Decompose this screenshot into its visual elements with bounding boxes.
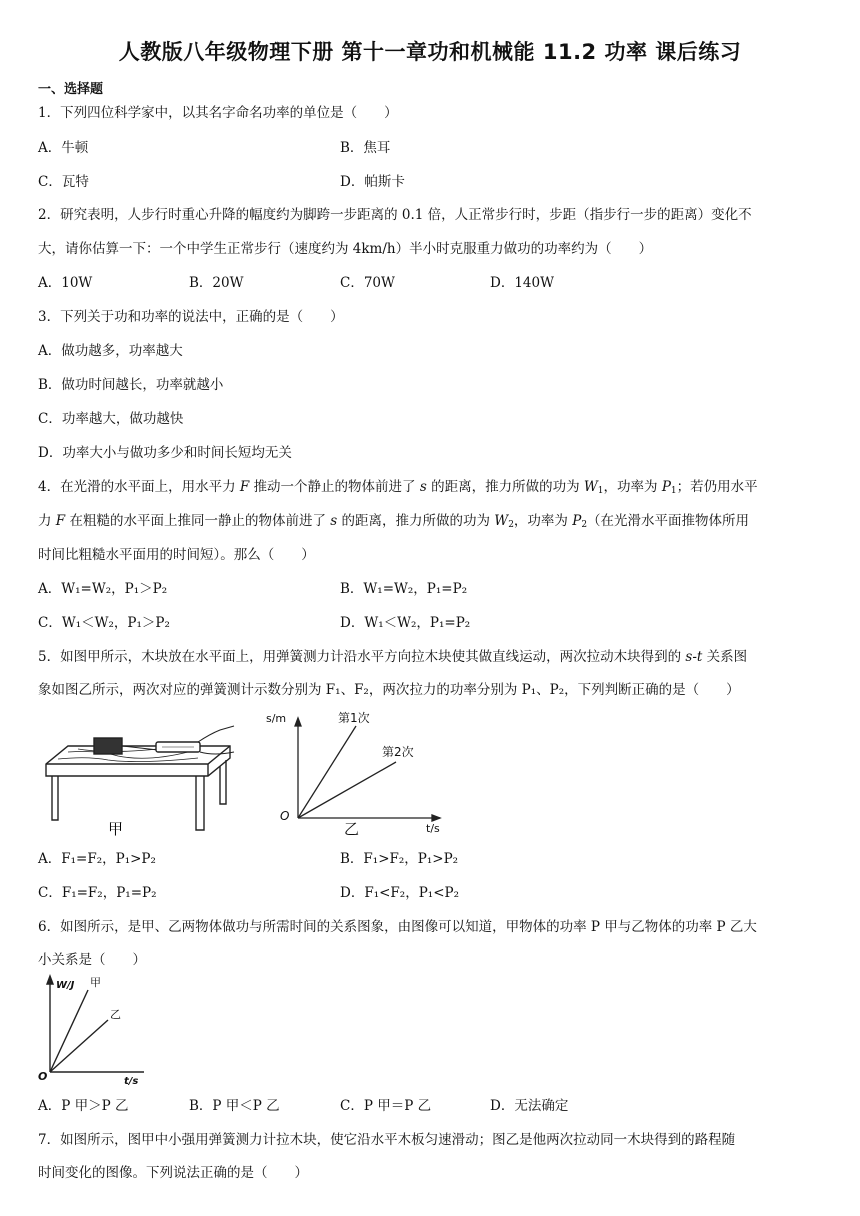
q5-series2-label: 第2次 xyxy=(382,745,414,759)
q6-x-label: t/s xyxy=(124,1076,139,1087)
q3-stem: 3．下列关于功和功率的说法中，正确的是（ ） xyxy=(38,309,344,325)
q7-stem-line2: 时间变化的图像。下列说法正确的是（ ） xyxy=(38,1165,308,1181)
q1-option-b[interactable]: B．焦耳 xyxy=(340,140,391,156)
q4-var-w: W xyxy=(494,513,509,529)
q5-y-label: s/m xyxy=(266,712,287,725)
page-title: 人教版八年级物理下册 第十一章功和机械能 11.2 功率 课后练习 xyxy=(118,40,742,64)
q4-stem-line3: 时间比粗糙水平面用的时间短）。那么（ ） xyxy=(38,547,315,563)
q5-figure-jia xyxy=(38,712,238,842)
q3-option-d[interactable]: D．功率大小与做功多少和时间长短均无关 xyxy=(38,445,292,461)
q4-sub: 1 xyxy=(597,486,604,496)
q4-sub: 1 xyxy=(670,486,677,496)
q4-var-w: W xyxy=(583,479,598,495)
q5-st: s-t xyxy=(685,649,703,665)
q6-series-yi-label: 乙 xyxy=(110,1008,121,1021)
q2-option-b[interactable]: B．20W xyxy=(189,275,244,291)
q1-stem: 1．下列四位科学家中，以其名字命名功率的单位是（ ） xyxy=(38,105,398,121)
q5-series1-line xyxy=(298,726,356,818)
q1-option-d[interactable]: D．帕斯卡 xyxy=(340,174,405,190)
q6-option-d[interactable]: D．无法确定 xyxy=(490,1098,569,1114)
q4-var-p: P xyxy=(572,513,582,529)
q3-option-b[interactable]: B．做功时间越长，功率就越小 xyxy=(38,377,224,393)
q6-option-a[interactable]: A．P 甲＞P 乙 xyxy=(38,1098,129,1114)
q4-stem-line1 xyxy=(38,478,758,500)
q4-var-s: s xyxy=(330,513,338,529)
q4-text: 的距离，推力所做的功为 xyxy=(337,513,495,529)
q4-text: 推动一个静止的物体前进了 xyxy=(249,479,420,495)
q5-text: 5．如图甲所示，木块放在水平面上，用弹簧测力计沿水平方向拉木块使其做直线运动，两次拉动木块得到的 xyxy=(38,649,686,665)
q6-series-jia-line xyxy=(50,990,88,1072)
q6-stem-line1: 6．如图所示，是甲、乙两物体做功与所需时间的关系图象，由图像可以知道，甲物体的功率 P 甲与乙物体的功率 P 乙大 xyxy=(38,919,757,935)
q5-y-arrow xyxy=(295,718,301,726)
q4-text: ，功率为 xyxy=(603,479,662,495)
q2-stem-line2: 大，请你估算一下：一个中学生正常步行（速度约为 4km/h）半小时克服重力做功的功率约为（ ） xyxy=(38,241,653,257)
q4-option-a[interactable]: A．W₁=W₂，P₁＞P₂ xyxy=(38,581,168,597)
q4-text: ；若仍用水平 xyxy=(676,479,758,495)
q1-option-c[interactable]: C．瓦特 xyxy=(38,174,89,190)
q4-option-c[interactable]: C．W₁＜W₂，P₁＞P₂ xyxy=(38,615,170,631)
q5-series2-line xyxy=(298,762,396,818)
q6-series-jia-label: 甲 xyxy=(90,976,101,989)
q6-y-label: W/J xyxy=(56,980,75,991)
q4-sub: 2 xyxy=(508,520,514,530)
q5-fig-jia-label: 甲 xyxy=(108,820,124,838)
q6-series-yi-line xyxy=(50,1020,108,1072)
q5-figure-yi xyxy=(262,706,452,838)
q4-text: 4．在光滑的水平面上，用水平力 xyxy=(38,479,240,495)
q1-option-a[interactable]: A．牛顿 xyxy=(38,140,89,156)
q4-text: 在粗糙的水平面上推同一静止的物体前进了 xyxy=(65,513,331,529)
q5-text: 关系图 xyxy=(702,649,748,665)
q5-series1-label: 第1次 xyxy=(338,711,370,725)
q5-stem-line1 xyxy=(38,648,747,666)
q7-stem-line1: 7．如图所示，图甲中小强用弹簧测力计拉木块，使它沿水平木板匀速滑动；图乙是他两次拉动同一木块得到的路程随 xyxy=(38,1132,736,1148)
q6-y-arrow xyxy=(47,976,53,984)
q4-sub: 2 xyxy=(581,520,588,530)
q6-option-c[interactable]: C．P 甲＝P 乙 xyxy=(340,1098,432,1114)
q2-option-c[interactable]: C．70W xyxy=(340,275,395,291)
q4-text: 力 xyxy=(38,513,56,529)
q5-origin: O xyxy=(280,809,290,823)
q2-stem-line1: 2．研究表明，人步行时重心升降的幅度约为脚跨一步距离的 0.1 倍，人正常步行时，步距（指步行一步的距离）变化不 xyxy=(38,207,752,223)
section-heading: 一、选择题 xyxy=(38,82,104,97)
q6-figure xyxy=(36,972,156,1088)
q2-option-a[interactable]: A．10W xyxy=(38,275,93,291)
q4-option-b[interactable]: B．W₁=W₂，P₁=P₂ xyxy=(340,581,468,597)
q4-text: （在光滑水平面推物体所用 xyxy=(587,513,750,529)
q2-option-d[interactable]: D．140W xyxy=(490,275,554,291)
q3-option-c[interactable]: C．功率越大，做功越快 xyxy=(38,411,184,427)
q5-option-d[interactable]: D．F₁<F₂，P₁<P₂ xyxy=(340,885,459,901)
q6-option-b[interactable]: B．P 甲＜P 乙 xyxy=(189,1098,280,1114)
q4-stem-line2 xyxy=(38,512,749,534)
q4-var-f: F xyxy=(239,479,250,495)
q5-x-arrow xyxy=(432,815,440,821)
q4-var-f: F xyxy=(55,513,66,529)
q4-text: ，功率为 xyxy=(513,513,573,529)
q5-fig-yi-label: 乙 xyxy=(344,820,360,838)
q4-option-d[interactable]: D．W₁＜W₂，P₁=P₂ xyxy=(340,615,471,631)
q4-text: 的距离，推力所做的功为 xyxy=(426,479,584,495)
q6-stem-line2: 小关系是（ ） xyxy=(38,952,146,968)
q4-var-s: s xyxy=(419,479,427,495)
q4-var-p: P xyxy=(661,479,671,495)
q5-option-a[interactable]: A．F₁=F₂，P₁>P₂ xyxy=(38,851,156,867)
q5-stem-line2: 象如图乙所示，两次对应的弹簧测计示数分别为 F₁、F₂，两次拉力的功率分别为 P₁、P₂，下列判断正确的是（ ） xyxy=(38,682,740,698)
q6-origin: O xyxy=(38,1070,48,1083)
q5-option-c[interactable]: C．F₁=F₂，P₁=P₂ xyxy=(38,885,157,901)
q5-option-b[interactable]: B．F₁>F₂，P₁>P₂ xyxy=(340,851,459,867)
q5-x-label: t/s xyxy=(426,822,440,835)
q3-option-a[interactable]: A．做功越多，功率越大 xyxy=(38,343,183,359)
